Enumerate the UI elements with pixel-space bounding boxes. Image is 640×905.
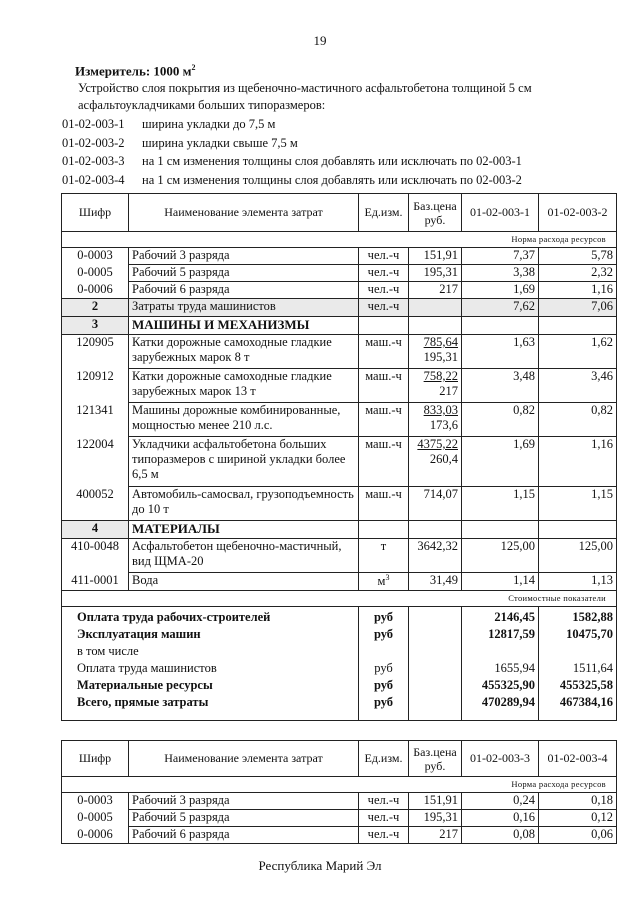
section-code: 3 <box>62 317 129 335</box>
row-unit: маш.-ч <box>359 335 409 369</box>
code-id: 01-02-003-4 <box>62 172 125 187</box>
code-id: 01-02-003-3 <box>62 154 125 168</box>
row-value-1: 0,16 <box>462 810 539 827</box>
row-unit: маш.-ч <box>359 369 409 403</box>
row-value-1: 125,00 <box>462 539 539 573</box>
row-name: Машины дорожные комбинированные, мощностью менее 210 л.с. <box>129 403 359 437</box>
row-value-1: 0,24 <box>462 793 539 810</box>
table-row <box>62 539 617 573</box>
row-code: 0-0006 <box>62 827 129 844</box>
row-code: 410-0048 <box>62 539 129 573</box>
unit-base: м <box>377 574 386 589</box>
row-price: 151,91 <box>409 248 462 265</box>
header-price: Баз.цена руб. <box>409 741 462 777</box>
row-code: 121341 <box>62 403 129 437</box>
header-unit: Ед.изм. <box>359 741 409 777</box>
row-price <box>409 403 462 437</box>
row-unit: чел.-ч <box>359 793 409 810</box>
header-price: Баз.цена руб. <box>409 194 462 232</box>
row-unit: чел.-ч <box>359 827 409 844</box>
page-number: 19 <box>313 33 327 48</box>
price-operator: 217 <box>439 384 458 398</box>
row-value-2: 1,13 <box>539 573 617 591</box>
table-header-row <box>62 741 617 777</box>
norm-row <box>62 232 617 248</box>
price-main: 758,22 <box>423 369 458 383</box>
unit-superscript: 3 <box>385 573 390 582</box>
row-code: 0-0003 <box>62 793 129 810</box>
summary-value-2: 467384,16 <box>539 694 617 720</box>
summary-unit: руб <box>359 677 409 694</box>
row-name: Катки дорожные самоходные гладкие зарубежных марок 13 т <box>129 369 359 403</box>
empty-cell <box>359 521 409 539</box>
table-row <box>62 573 617 591</box>
summary-row <box>62 677 617 694</box>
header-name: Наименование элемента затрат <box>129 741 359 777</box>
row-price: 195,31 <box>409 810 462 827</box>
resource-table-1 <box>61 193 617 721</box>
row-value-1: 1,63 <box>462 335 539 369</box>
table-row <box>62 335 617 369</box>
row-price <box>409 299 462 317</box>
summary-label: Оплата труда машинистов <box>62 660 359 677</box>
cost-label: Стоимостные показатели <box>62 591 617 607</box>
row-name: Затраты труда машинистов <box>129 299 359 317</box>
row-price: 151,91 <box>409 793 462 810</box>
row-value-2: 0,12 <box>539 810 617 827</box>
row-unit: чел.-ч <box>359 810 409 827</box>
summary-unit: руб <box>359 626 409 643</box>
code-id: 01-02-003-2 <box>62 135 125 150</box>
summary-row <box>62 607 617 627</box>
table-row <box>62 810 617 827</box>
row-name: Автомобиль-самосвал, грузоподъемность до 10 т <box>129 487 359 521</box>
row-price <box>409 335 462 369</box>
row-value-2: 5,78 <box>539 248 617 265</box>
header-cipher: Шифр <box>62 741 129 777</box>
summary-unit <box>359 643 409 660</box>
measure-superscript: 2 <box>191 63 196 72</box>
summary-label: в том числе <box>62 643 359 660</box>
row-price: 31,49 <box>409 573 462 591</box>
row-value-1: 1,69 <box>462 437 539 487</box>
row-value-2: 1,62 <box>539 335 617 369</box>
row-price <box>409 437 462 487</box>
row-unit: маш.-ч <box>359 487 409 521</box>
row-name: Укладчики асфальтобетона больших типоразмеров с шириной укладки более 6,5 м <box>129 437 359 487</box>
empty-cell <box>409 626 462 643</box>
table-row <box>62 369 617 403</box>
price-main: 4375,22 <box>417 437 458 451</box>
code-list <box>62 115 622 189</box>
row-code: 2 <box>62 299 129 317</box>
row-unit: маш.-ч <box>359 403 409 437</box>
summary-label: Всего, прямые затраты <box>62 694 359 720</box>
table-row <box>62 827 617 844</box>
row-name: Рабочий 6 разряда <box>129 827 359 844</box>
row-unit: маш.-ч <box>359 437 409 487</box>
measure-label: Измеритель: 1000 м <box>75 63 192 79</box>
row-price: 714,07 <box>409 487 462 521</box>
summary-value-1: 12817,59 <box>462 626 539 643</box>
row-code: 0-0005 <box>62 265 129 282</box>
table-header-row <box>62 194 617 232</box>
row-name: Вода <box>129 573 359 591</box>
row-value-2: 0,82 <box>539 403 617 437</box>
table-row <box>62 282 617 299</box>
code-text: ширина укладки свыше 7,5 м <box>142 135 298 150</box>
summary-value-2: 10475,70 <box>539 626 617 643</box>
summary-label: Материальные ресурсы <box>62 677 359 694</box>
header-col2: 01-02-003-4 <box>539 741 617 777</box>
empty-cell <box>409 521 462 539</box>
row-code: 122004 <box>62 437 129 487</box>
empty-cell <box>359 317 409 335</box>
row-value-1: 3,48 <box>462 369 539 403</box>
row-price <box>409 369 462 403</box>
row-value-1: 0,82 <box>462 403 539 437</box>
empty-cell <box>409 607 462 627</box>
row-unit: чел.-ч <box>359 299 409 317</box>
empty-cell <box>409 643 462 660</box>
header-col2: 01-02-003-2 <box>539 194 617 232</box>
header-cipher: Шифр <box>62 194 129 232</box>
price-main: 785,64 <box>423 335 458 349</box>
row-unit: чел.-ч <box>359 248 409 265</box>
summary-value-2: 1511,64 <box>539 660 617 677</box>
summary-row <box>62 643 617 660</box>
row-value-1: 0,08 <box>462 827 539 844</box>
empty-cell <box>539 521 617 539</box>
row-value-1: 7,62 <box>462 299 539 317</box>
summary-value-2 <box>539 643 617 660</box>
row-name: Рабочий 5 разряда <box>129 810 359 827</box>
cost-label-row <box>62 591 617 607</box>
row-unit: чел.-ч <box>359 265 409 282</box>
row-name: Рабочий 5 разряда <box>129 265 359 282</box>
row-value-2: 7,06 <box>539 299 617 317</box>
price-operator: 173,6 <box>429 418 458 432</box>
section-title: МАШИНЫ И МЕХАНИЗМЫ <box>129 317 359 335</box>
table-row <box>62 265 617 282</box>
row-name: Рабочий 6 разряда <box>129 282 359 299</box>
row-code: 0-0006 <box>62 282 129 299</box>
summary-unit: руб <box>359 660 409 677</box>
section-code: 4 <box>62 521 129 539</box>
resource-table-2 <box>61 740 617 844</box>
norm-label: Норма расхода ресурсов <box>62 232 617 248</box>
empty-cell <box>409 660 462 677</box>
row-value-1: 3,38 <box>462 265 539 282</box>
summary-unit: руб <box>359 694 409 720</box>
empty-cell <box>462 317 539 335</box>
summary-value-2: 1582,88 <box>539 607 617 627</box>
summary-value-1: 2146,45 <box>462 607 539 627</box>
row-code: 0-0003 <box>62 248 129 265</box>
price-main: 833,03 <box>423 403 458 417</box>
row-value-1: 7,37 <box>462 248 539 265</box>
table-row <box>62 793 617 810</box>
summary-value-1: 455325,90 <box>462 677 539 694</box>
row-value-2: 3,46 <box>539 369 617 403</box>
row-name: Катки дорожные самоходные гладкие зарубежных марок 8 т <box>129 335 359 369</box>
row-value-1: 1,69 <box>462 282 539 299</box>
row-value-2: 2,32 <box>539 265 617 282</box>
price-operator: 260,4 <box>429 452 458 466</box>
summary-value-1: 1655,94 <box>462 660 539 677</box>
row-value-1: 1,14 <box>462 573 539 591</box>
header-name: Наименование элемента затрат <box>129 194 359 232</box>
header-col1: 01-02-003-3 <box>462 741 539 777</box>
row-value-2: 1,16 <box>539 282 617 299</box>
table-row <box>62 437 617 487</box>
section-row-machines <box>62 317 617 335</box>
summary-unit: руб <box>359 607 409 627</box>
row-value-2: 0,18 <box>539 793 617 810</box>
summary-row <box>62 626 617 643</box>
code-line <box>62 134 622 153</box>
header-unit: Ед.изм. <box>359 194 409 232</box>
code-line <box>62 171 622 190</box>
page-footer: Республика Марий Эл <box>258 858 382 873</box>
table-row <box>62 487 617 521</box>
row-name: Асфальтобетон щебеночно-мастичный, вид ЩМА-20 <box>129 539 359 573</box>
row-price: 217 <box>409 827 462 844</box>
code-line <box>62 152 622 171</box>
row-name: Рабочий 3 разряда <box>129 793 359 810</box>
norm-row <box>62 777 617 793</box>
row-code: 400052 <box>62 487 129 521</box>
row-unit <box>359 573 409 591</box>
row-code: 120912 <box>62 369 129 403</box>
section-row-materials <box>62 521 617 539</box>
empty-cell <box>409 694 462 720</box>
row-price: 217 <box>409 282 462 299</box>
table-row <box>62 403 617 437</box>
row-value-2: 0,06 <box>539 827 617 844</box>
summary-label: Эксплуатация машин <box>62 626 359 643</box>
work-description: Устройство слоя покрытия из щебеночно-мастичного асфальтобетона толщиной 5 см асфальтоукладчиками больших типоразмеров: <box>78 81 532 112</box>
measure-unit <box>75 63 196 79</box>
operators-row <box>62 299 617 317</box>
summary-value-1 <box>462 643 539 660</box>
norm-label: Норма расхода ресурсов <box>62 777 617 793</box>
row-code: 0-0005 <box>62 810 129 827</box>
summary-row <box>62 660 617 677</box>
row-unit: чел.-ч <box>359 282 409 299</box>
section-title: МАТЕРИАЛЫ <box>129 521 359 539</box>
empty-cell <box>462 521 539 539</box>
row-name: Рабочий 3 разряда <box>129 248 359 265</box>
summary-value-2: 455325,58 <box>539 677 617 694</box>
row-code: 120905 <box>62 335 129 369</box>
row-price: 3642,32 <box>409 539 462 573</box>
header-col1: 01-02-003-1 <box>462 194 539 232</box>
empty-cell <box>409 677 462 694</box>
code-line <box>62 115 622 134</box>
empty-cell <box>409 317 462 335</box>
row-unit: т <box>359 539 409 573</box>
code-text: ширина укладки до 7,5 м <box>142 117 276 131</box>
code-text: на 1 см изменения толщины слоя добавлять или исключать по 02-003-1 <box>142 154 522 168</box>
row-code: 411-0001 <box>62 573 129 591</box>
empty-cell <box>539 317 617 335</box>
code-text: на 1 см изменения толщины слоя добавлять или исключать по 02-003-2 <box>142 172 522 187</box>
price-operator: 195,31 <box>423 350 458 364</box>
summary-value-1: 470289,94 <box>462 694 539 720</box>
row-value-2: 1,16 <box>539 437 617 487</box>
row-price: 195,31 <box>409 265 462 282</box>
summary-row <box>62 694 617 720</box>
row-value-2: 1,15 <box>539 487 617 521</box>
summary-label: Оплата труда рабочих-строителей <box>62 607 359 627</box>
code-id: 01-02-003-1 <box>62 117 125 131</box>
table-row <box>62 248 617 265</box>
row-value-2: 125,00 <box>539 539 617 573</box>
row-value-1: 1,15 <box>462 487 539 521</box>
